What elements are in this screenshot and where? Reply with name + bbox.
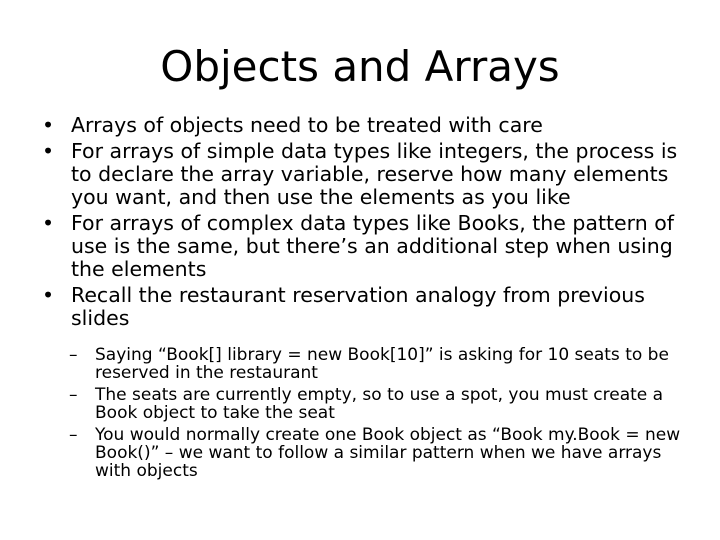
sub-bullet-text: Saying “Book[] library = new Book[10]” is asking for 10 seats to be reserved in the restaurant	[95, 345, 669, 383]
bullet-marker: •	[42, 139, 55, 163]
slide-body	[38, 114, 698, 484]
bullet-marker: •	[42, 283, 55, 307]
bullet-text: For arrays of simple data types like integers, the process is to declare the array variable, reserve how many elements you want, and then use the elements as you like	[71, 139, 678, 209]
sub-bullet-item	[66, 346, 698, 382]
slide-title: Objects and Arrays	[160, 42, 560, 91]
sub-bullet-item	[66, 426, 698, 480]
dash-marker: –	[69, 345, 78, 365]
sub-bullet-text: The seats are currently empty, so to use a spot, you must create a Book object to take the seat	[95, 385, 664, 423]
bullet-item	[38, 140, 698, 209]
bullet-text: Recall the restaurant reservation analogy from previous slides	[71, 283, 645, 330]
bullet-item	[38, 212, 698, 281]
sub-bullet-text: You would normally create one Book object as “Book my.Book = new Book()” – we want to follow a similar pattern when we have arrays with objects	[95, 425, 681, 481]
bullet-marker: •	[42, 211, 55, 235]
bullet-marker: •	[42, 113, 55, 137]
sub-bullet-list	[66, 346, 698, 480]
bullet-text: Arrays of objects need to be treated with care	[71, 113, 543, 137]
bullet-item	[38, 284, 698, 480]
bullet-list	[38, 114, 698, 480]
bullet-text: For arrays of complex data types like Books, the pattern of use is the same, but there’s an additional step when using the elements	[71, 211, 674, 281]
sub-bullet-item	[66, 386, 698, 422]
bullet-item	[38, 114, 698, 137]
dash-marker: –	[69, 385, 78, 405]
dash-marker: –	[69, 425, 78, 445]
